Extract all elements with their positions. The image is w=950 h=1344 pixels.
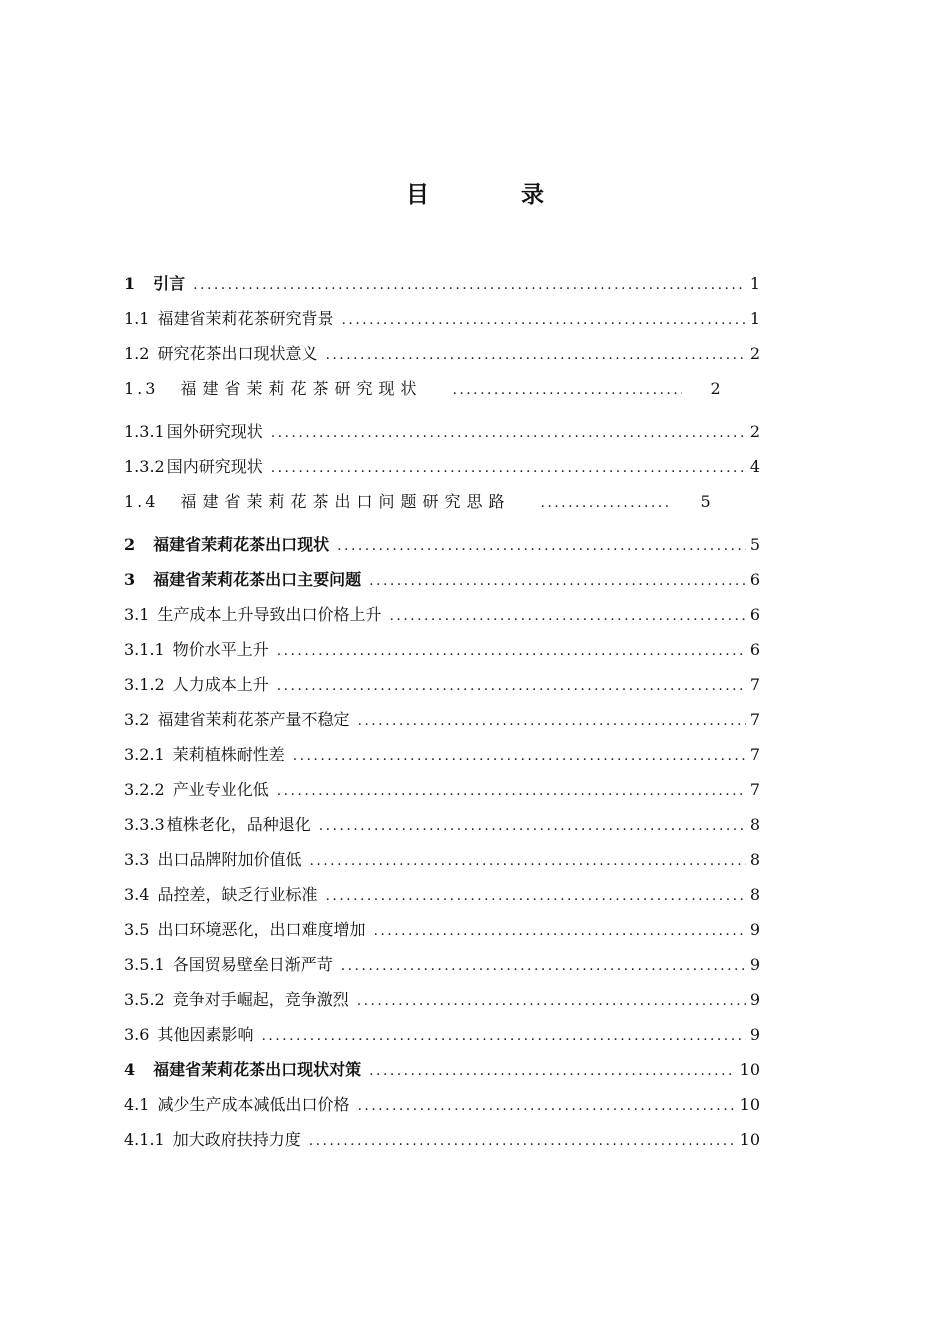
toc-title: 茉莉植株耐性差 <box>172 745 285 764</box>
dot-leader <box>341 301 745 338</box>
toc-entry-3-5[interactable] <box>124 912 760 947</box>
toc-page-number: 5 <box>700 492 711 511</box>
dot-leader <box>341 947 746 984</box>
toc-page-number: 9 <box>749 955 760 974</box>
title-char-1: 目 <box>406 181 429 208</box>
toc-entry-3-1-1[interactable] <box>124 632 760 667</box>
toc-page-number: 7 <box>749 710 760 729</box>
toc-number: 1.2 <box>124 344 150 363</box>
toc-title: 其他因素影响 <box>157 1025 254 1044</box>
toc-title: 引言 <box>153 274 186 293</box>
toc-number: 3.5 <box>124 920 150 939</box>
dot-leader <box>261 1017 745 1054</box>
toc-page-number: 7 <box>749 780 760 799</box>
toc-entry-1-4[interactable] <box>124 484 760 519</box>
toc-number: 1.3.1 <box>124 422 165 441</box>
toc-number: 1.1 <box>124 309 150 328</box>
toc-entry-3-5-2[interactable] <box>124 982 760 1017</box>
toc-page-number: 1 <box>749 274 760 293</box>
toc-number: 3.1.2 <box>124 675 165 694</box>
toc-page-number: 6 <box>749 605 760 624</box>
toc-page-number: 10 <box>739 1130 760 1149</box>
toc-page-number: 6 <box>749 570 760 589</box>
dot-leader <box>373 912 745 949</box>
toc-number: 3.2 <box>124 710 150 729</box>
toc-title: 国外研究现状 <box>166 422 263 441</box>
toc-number: 3.2.1 <box>124 745 165 764</box>
toc-entry-1-3-2[interactable] <box>124 449 760 484</box>
toc-entry-1-2[interactable] <box>124 336 760 371</box>
toc-entry-3-2[interactable] <box>124 702 760 737</box>
toc-number: 1.3 <box>124 379 159 398</box>
toc-number: 3.5.2 <box>124 990 165 1009</box>
toc-title: 研究花茶出口现状意义 <box>157 344 318 363</box>
toc-page-number: 2 <box>749 344 760 363</box>
toc-title: 福建省茉莉花茶研究现状 <box>180 379 423 398</box>
dot-leader <box>309 1122 736 1159</box>
toc-entry-3-2-2[interactable] <box>124 772 760 807</box>
toc-number: 1.4 <box>124 492 159 511</box>
toc-entry-1-3-1[interactable] <box>124 414 760 449</box>
toc-title: 福建省茉莉花茶出口主要问题 <box>153 570 362 589</box>
dot-leader <box>319 807 746 844</box>
toc-title: 竞争对手崛起，竞争激烈 <box>172 990 349 1009</box>
toc-number: 4.1.1 <box>124 1130 165 1149</box>
dot-leader <box>357 1087 735 1124</box>
toc-entry-4-1[interactable] <box>124 1087 760 1122</box>
toc-entry-3[interactable] <box>124 562 760 597</box>
toc-page-number: 9 <box>749 990 760 1009</box>
toc-page-number: 8 <box>749 815 760 834</box>
toc-title: 各国贸易壁垒日渐严苛 <box>172 955 333 974</box>
toc-title: 福建省茉莉花茶产量不稳定 <box>157 710 350 729</box>
toc-number: 3.2.2 <box>124 780 165 799</box>
toc-page-number: 6 <box>749 640 760 659</box>
toc-entry-3-3-3[interactable] <box>124 807 760 842</box>
toc-page-number: 8 <box>749 850 760 869</box>
toc-number: 4.1 <box>124 1095 150 1114</box>
dot-leader <box>540 484 672 521</box>
dot-leader <box>293 737 746 774</box>
toc-entry-3-1-2[interactable] <box>124 667 760 702</box>
toc-page-number: 4 <box>749 457 760 476</box>
toc-page-number: 8 <box>749 885 760 904</box>
toc-page-number: 1 <box>749 309 760 328</box>
toc-title: 出口环境恶化，出口难度增加 <box>157 920 366 939</box>
dot-leader <box>193 266 746 303</box>
toc-title: 物价水平上升 <box>172 640 269 659</box>
toc-number: 3.3 <box>124 850 150 869</box>
toc-page-number: 2 <box>710 379 721 398</box>
toc-entry-3-4[interactable] <box>124 877 760 912</box>
toc-number: 3.3.3 <box>124 815 165 834</box>
toc-entry-3-3[interactable] <box>124 842 760 877</box>
dot-leader <box>309 842 745 879</box>
dot-leader <box>271 414 746 451</box>
title-char-2: 录 <box>521 181 544 208</box>
dot-leader <box>277 632 746 669</box>
toc-entry-3-2-1[interactable] <box>124 737 760 772</box>
dot-leader <box>369 562 746 599</box>
toc-page-number: 9 <box>749 1025 760 1044</box>
toc-number: 4 <box>124 1060 136 1079</box>
toc-page-number: 7 <box>749 675 760 694</box>
toc-title: 植株老化，品种退化 <box>166 815 311 834</box>
toc-entry-1-1[interactable] <box>124 301 760 336</box>
toc-title: 出口品牌附加价值低 <box>157 850 302 869</box>
toc-page-number: 5 <box>749 535 760 554</box>
toc-number: 1.3.2 <box>124 457 165 476</box>
toc-title: 产业专业化低 <box>172 780 269 799</box>
toc-entry-2[interactable] <box>124 527 760 562</box>
toc-entry-1-3[interactable] <box>124 371 760 406</box>
dot-leader <box>357 982 746 1019</box>
toc-page-number: 2 <box>749 422 760 441</box>
toc-title: 福建省茉莉花茶出口现状对策 <box>153 1060 362 1079</box>
table-of-contents <box>124 266 760 1157</box>
toc-entry-1[interactable] <box>124 266 760 301</box>
toc-entry-3-5-1[interactable] <box>124 947 760 982</box>
toc-entry-3-6[interactable] <box>124 1017 760 1052</box>
dot-leader <box>369 1052 735 1089</box>
toc-title: 福建省茉莉花茶出口现状 <box>153 535 330 554</box>
dot-leader <box>357 702 745 739</box>
toc-page-number: 10 <box>739 1060 760 1079</box>
toc-entry-4[interactable] <box>124 1052 760 1087</box>
toc-title: 品控差，缺乏行业标准 <box>157 885 318 904</box>
dot-leader <box>325 336 745 373</box>
dot-leader <box>452 371 682 408</box>
toc-number: 3.5.1 <box>124 955 165 974</box>
dot-leader <box>277 772 746 809</box>
toc-title: 国内研究现状 <box>166 457 263 476</box>
dot-leader <box>277 667 746 704</box>
toc-page-number: 7 <box>749 745 760 764</box>
dot-leader <box>271 449 746 486</box>
toc-title: 生产成本上升导致出口价格上升 <box>157 605 382 624</box>
toc-title: 加大政府扶持力度 <box>172 1130 301 1149</box>
toc-entry-3-1[interactable] <box>124 597 760 632</box>
dot-leader <box>325 877 745 914</box>
toc-number: 1 <box>124 274 136 293</box>
toc-number: 3.6 <box>124 1025 150 1044</box>
toc-title: 减少生产成本减低出口价格 <box>157 1095 350 1114</box>
dot-leader <box>337 527 746 564</box>
toc-title: 人力成本上升 <box>172 675 269 694</box>
toc-page-number: 9 <box>749 920 760 939</box>
toc-number: 3.4 <box>124 885 150 904</box>
toc-title: 福建省茉莉花茶研究背景 <box>157 309 334 328</box>
toc-number: 3.1.1 <box>124 640 165 659</box>
page-title <box>0 176 950 209</box>
toc-number: 3 <box>124 570 136 589</box>
toc-number: 3.1 <box>124 605 150 624</box>
toc-page-number: 10 <box>739 1095 760 1114</box>
dot-leader <box>389 597 745 634</box>
toc-entry-4-1-1[interactable] <box>124 1122 760 1157</box>
toc-number: 2 <box>124 535 136 554</box>
toc-title: 福建省茉莉花茶出口问题研究思路 <box>180 492 511 511</box>
